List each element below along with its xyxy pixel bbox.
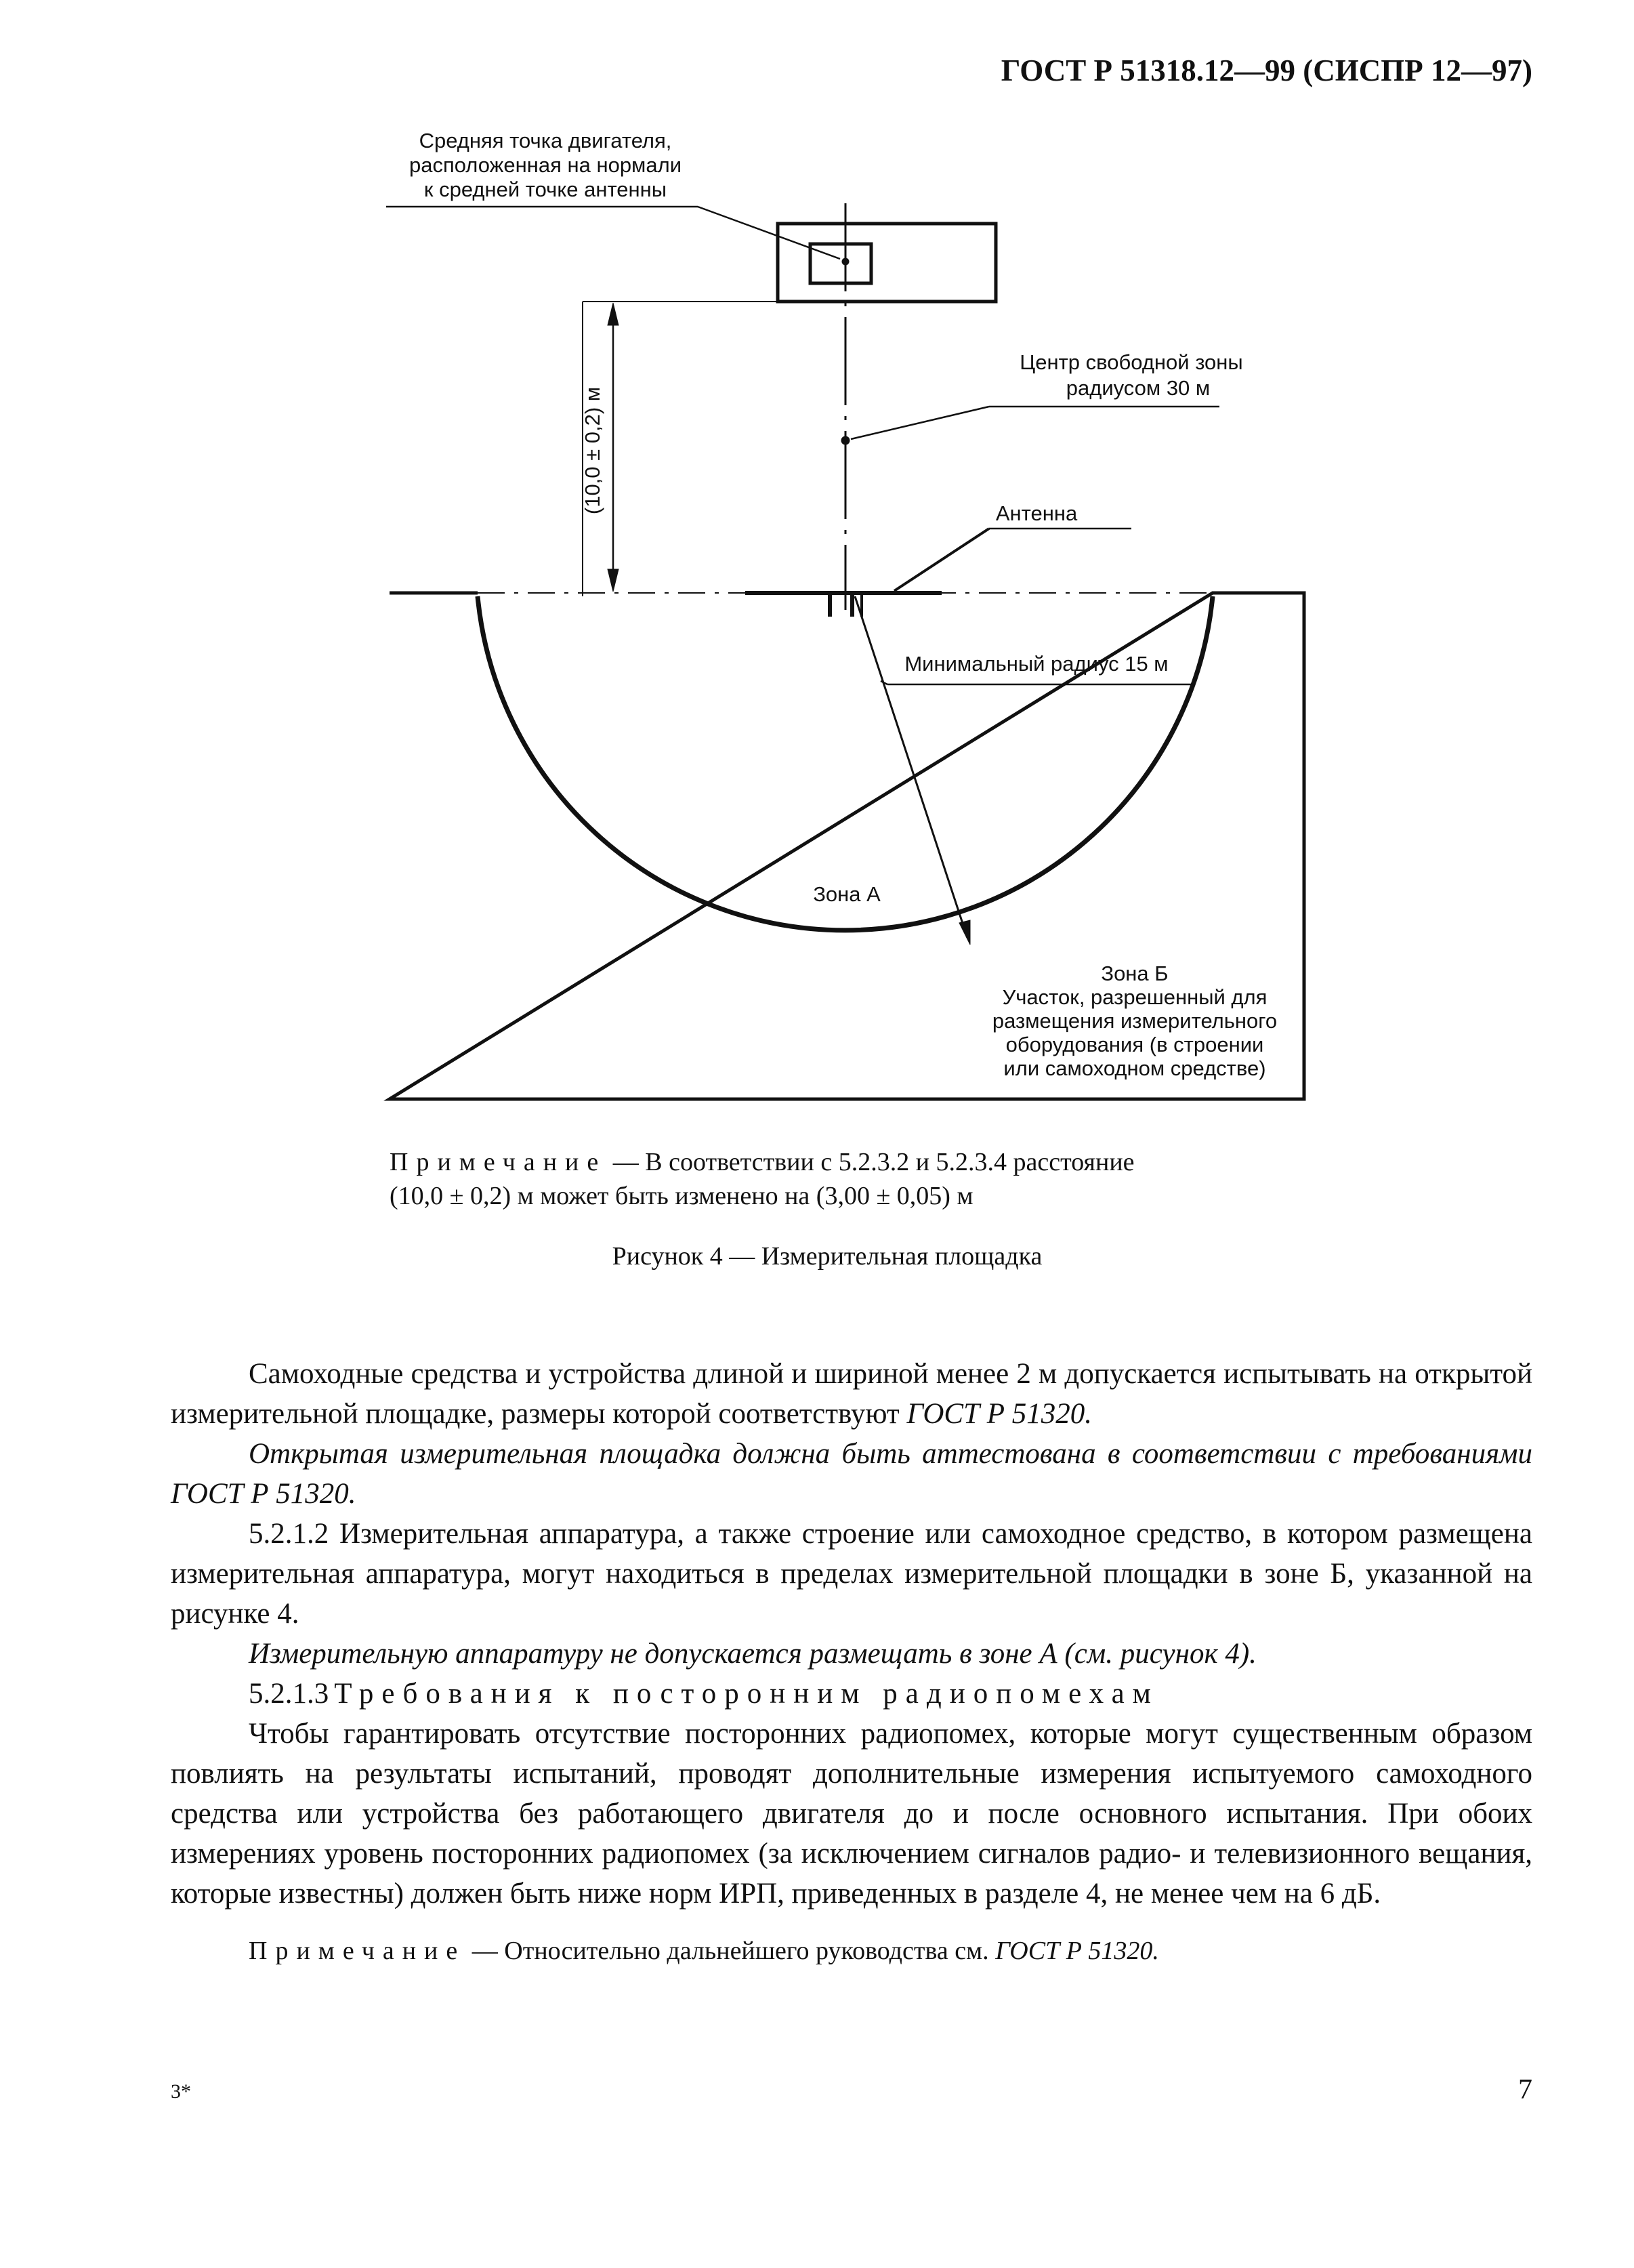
body-note-text: — Относительно дальнейшего руководства см. [465,1937,996,1965]
page-number: 7 [1518,2074,1532,2105]
label-center-2: радиусом 30 м [1066,376,1211,400]
label-zone-b-5: или самоходном средстве) [1003,1056,1266,1080]
free-zone-center [841,436,850,445]
section-number: 5.2.1.3 [249,1678,329,1710]
note-prefix: Примечание [390,1148,607,1176]
paragraph-4: Измерительную аппаратуру не допускается размещать в зоне А (см. рисунок 4). [249,1638,1257,1670]
p1-reference: ГОСТ Р 51320. [906,1398,1093,1430]
figure-caption: Рисунок 4 — Измерительная площадка [612,1242,1043,1271]
sheet-signature: 3* [171,2080,191,2103]
paragraph-1 [171,1354,1532,1434]
label-zone-b-2: Участок, разрешенный для [1002,985,1268,1009]
label-zone-b-4: оборудования (в строении [1005,1033,1264,1056]
label-engine-3: к средней точке антенны [423,178,667,201]
section-heading [171,1674,1532,1714]
label-antenna: Антенна [995,501,1078,525]
paragraph-2: Открытая измерительная площадка должна быть аттестована в соответствии с требованиями ГОСТ Р 51320. [171,1438,1532,1510]
document-header: ГОСТ Р 51318.12—99 (СИСПР 12—97) [1001,54,1532,87]
note-line-2: (10,0 ± 0,2) м может быть изменено на (3,00 ± 0,05) м [390,1182,973,1210]
label-zone-a: Зона А [813,882,881,906]
label-engine-1: Средняя точка двигателя, [419,129,672,152]
dimension-label: (10,0 ± 0,2) м [581,386,604,515]
label-zone-b-1: Зона Б [1101,962,1169,985]
p1-text: Самоходные средства и устройства длиной и шириной менее 2 м допускается испытывать на открытой измерительной площадке, размеры которой соответствуют [171,1358,1532,1430]
paragraph-3: 5.2.1.2 Измерительная аппаратура, а также строение или самоходное средство, в котором размещена измерительная аппаратура, могут находиться в пределах измерительной площадки в зоне Б, указанной на рисунке 4. [171,1518,1532,1630]
engine-box [810,244,871,283]
paragraph-6: Чтобы гарантировать отсутствие посторонних радиопомех, которые могут существенным образом повлиять на результаты испытаний, проводят дополнительные измерения испытуемого самоходного средства или устройства без работающего двигателя до и после основного испытания. При обоих измерениях уровень посторонних радиопомех (за исключением сигналов радио- и телевизионного вещания, которые известны) должен быть ниже норм ИРП, приведенных в разделе 4, не менее чем на 6 дБ. [171,1718,1532,1910]
body-note-reference: ГОСТ Р 51320. [995,1937,1159,1965]
zone-a-boundary [478,596,1213,930]
note-line-1: — В соответствии с 5.2.3.2 и 5.2.3.4 расстояние [606,1148,1135,1176]
figure-note [390,1145,1135,1213]
body-note-prefix: Примечание [249,1937,466,1965]
body-note [171,1931,1532,1971]
body-text [171,1354,1532,1971]
label-zone-b-3: размещения измерительного [992,1009,1278,1033]
label-radius: Минимальный радиус 15 м [904,652,1169,676]
section-title: Требования к посторонним радиопомехам [334,1678,1159,1710]
label-engine-2: расположенная на нормали [408,153,682,177]
label-center-1: Центр свободной зоны [1020,350,1243,374]
